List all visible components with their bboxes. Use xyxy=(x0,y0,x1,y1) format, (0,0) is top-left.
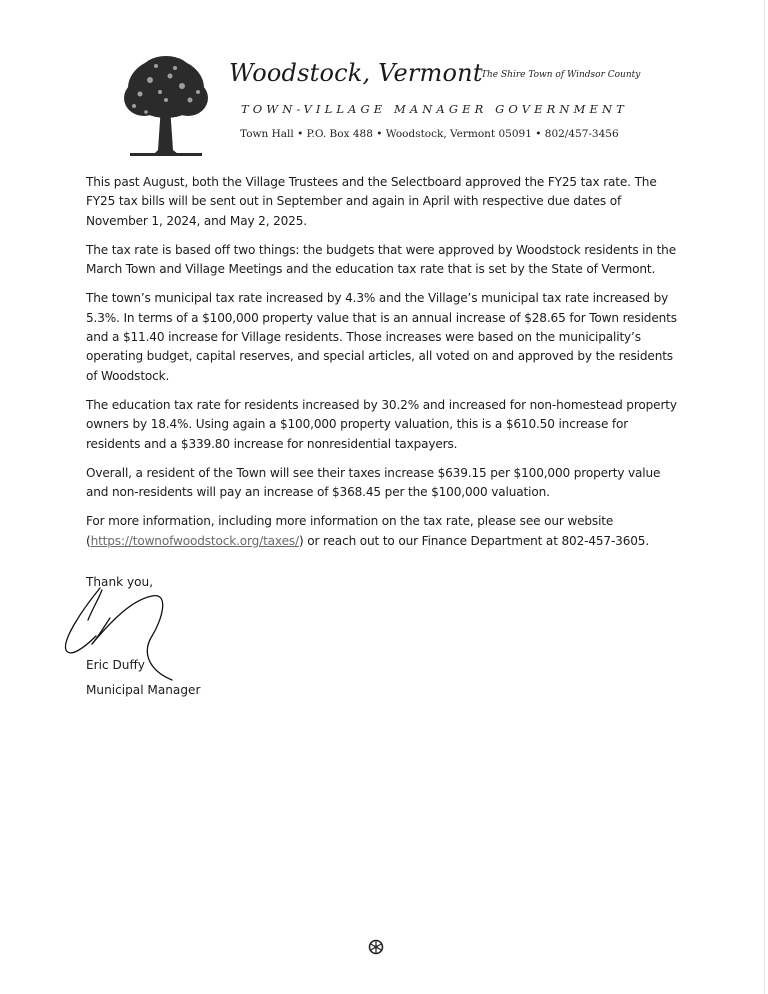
paragraph-more-info xyxy=(86,512,686,551)
letterhead-government: TOWN-VILLAGE MANAGER GOVERNMENT xyxy=(241,102,628,116)
letterhead-title: Woodstock, Vermont xyxy=(229,59,483,87)
more-info-text: For more information, including more information on the tax rate, please see our website ( xyxy=(86,514,614,548)
paragraph-overall: Overall, a resident of the Town will see their taxes increase $639.15 per $100,000 property value and non-residents will pay an increase of $368.45 per the $100,000 valuation. xyxy=(86,465,661,500)
paragraph-education-rate: The education tax rate for residents increased by 30.2% and increased for non-homestead property owners by 18.4%. Using again a $100,000 property valuation, this is a $610.50 increase for residents and a $339.80 increase for nonresidential taxpayers. xyxy=(86,397,677,451)
letter-body xyxy=(86,173,686,561)
paragraph-tax-approval: This past August, both the Village Trustees and the Selectboard approved the FY25 tax rate. The FY25 tax bills will be sent out in September and again in April with respective due dates of November 1, 2024, and May 2, 2025. xyxy=(86,175,657,228)
more-info-text-end: ) or reach out to our Finance Department at 802-457-3605. xyxy=(298,533,650,548)
page-edge-divider xyxy=(764,0,765,994)
letterhead-address: Town Hall • P.O. Box 488 • Woodstock, Vermont 05091 • 802/457-3456 xyxy=(240,128,619,140)
taxes-website-link[interactable]: https://townofwoodstock.org/taxes/ xyxy=(90,533,299,548)
paragraph-tax-basis: The tax rate is based off two things: the budgets that were approved by Woodstock residents in the March Town and Village Meetings and the education tax rate that is set by the State of Vermont. xyxy=(86,242,676,277)
closing-salutation: Thank you, xyxy=(86,575,154,589)
signature-icon xyxy=(62,580,182,690)
letterhead-tagline: The Shire Town of Windsor County xyxy=(481,70,641,80)
union-bug-icon xyxy=(368,939,384,955)
letterhead xyxy=(118,48,658,156)
paragraph-municipal-rate: The town’s municipal tax rate increased by 4.3% and the Village’s municipal tax rate increased by 5.3%. In terms of a $100,000 property value that is an annual increase of $28.65 for Town residents and a $11.40 increase for Village residents. Those increases were based on the municipality’s operating budget, capital reserves, and special articles, all voted on and approved by the residents of Woodstock. xyxy=(86,291,677,383)
signer-name: Eric Duffy xyxy=(86,658,145,672)
tree-icon xyxy=(120,54,212,158)
signer-title: Municipal Manager xyxy=(86,683,201,697)
